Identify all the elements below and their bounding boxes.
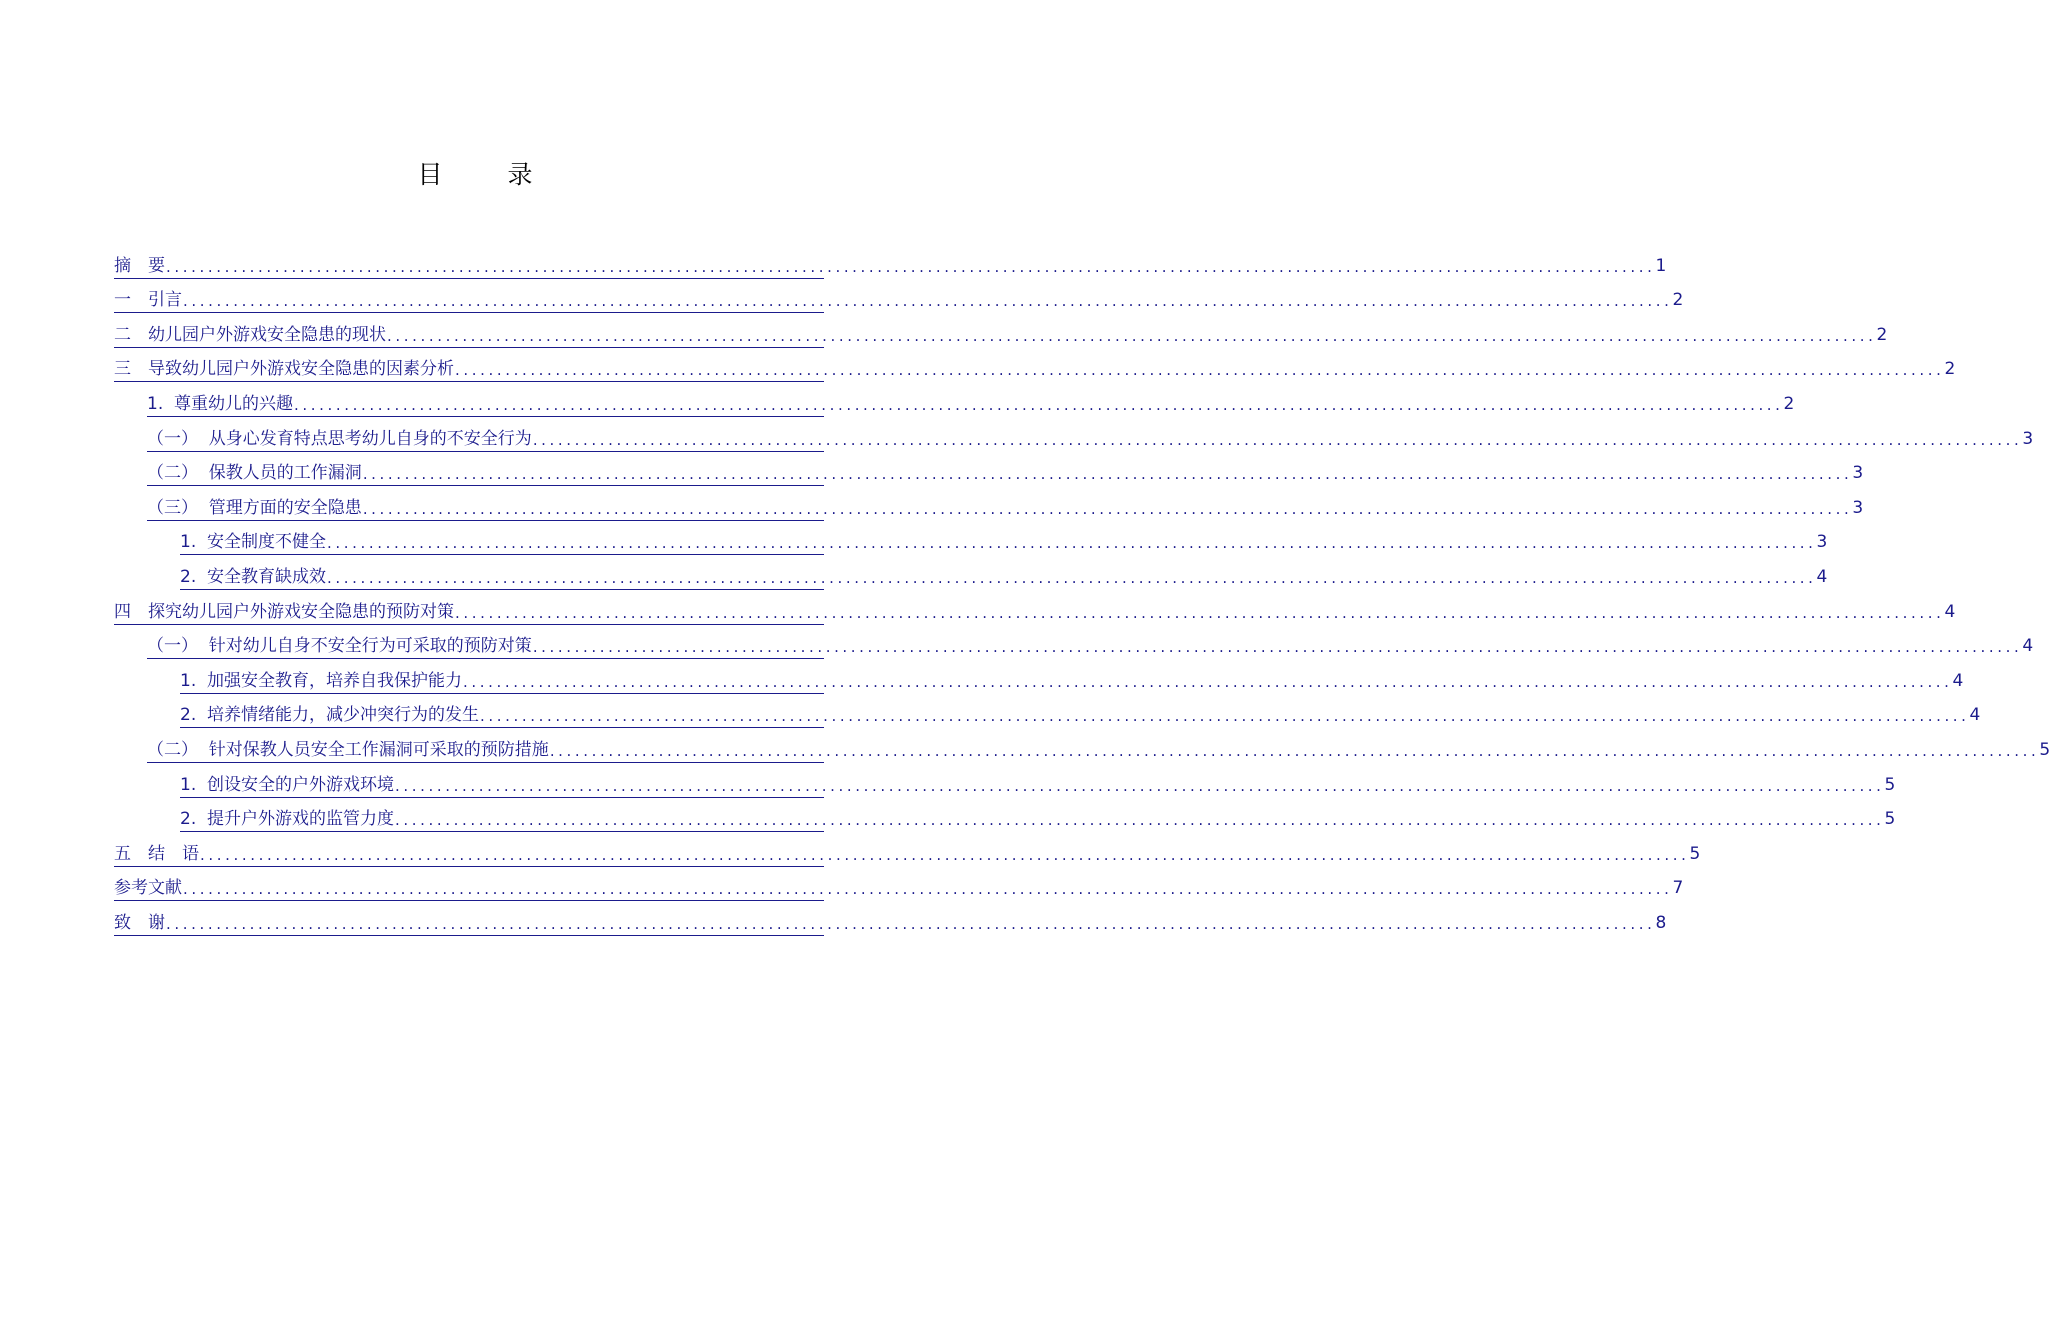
toc-entry[interactable]: [114, 625, 2034, 660]
toc-page-number: 3: [1852, 497, 1864, 518]
toc-page-number: 4: [1944, 601, 1956, 622]
toc-page-number: 7: [1672, 878, 1684, 899]
toc-entry[interactable]: [114, 279, 1684, 314]
toc-page-number: 8: [1655, 912, 1667, 933]
toc-leader-dots: ..................................................................................................................................................................................: [455, 361, 1945, 380]
toc-entry-label: 摘 要: [114, 255, 165, 276]
toc-entry[interactable]: [114, 244, 1667, 279]
toc-page-number: 5: [1689, 843, 1701, 864]
toc-leader-dots: ..................................................................................................................................................................................: [532, 430, 2023, 449]
toc-page-number: 4: [1952, 670, 1964, 691]
toc-leader-dots: ..................................................................................................................................................................................: [327, 534, 1817, 553]
toc-entry-label: （二） 保教人员的工作漏洞: [147, 463, 362, 484]
toc-leader-dots: ..................................................................................................................................................................................: [362, 465, 1853, 484]
toc-leader-dots: ..................................................................................................................................................................................: [294, 395, 1784, 414]
toc-entry-label: 一 引言: [114, 290, 182, 311]
toc-leader-dots: ..................................................................................................................................................................................: [362, 499, 1853, 518]
toc-leader-dots: ..................................................................................................................................................................................: [480, 707, 1970, 726]
toc-page-number: 4: [1969, 705, 1981, 726]
toc-page-number: 5: [1884, 774, 1896, 795]
toc-entry-label: 三 导致幼儿园户外游戏安全隐患的因素分析: [114, 359, 454, 380]
toc-entry-label: 1. 安全制度不健全: [180, 532, 327, 553]
toc-leader-dots: ..................................................................................................................................................................................: [455, 603, 1945, 622]
toc-leader-dots: ..................................................................................................................................................................................: [200, 845, 1690, 864]
toc-entry-label: 参考文献: [114, 878, 182, 899]
toc-entry[interactable]: [114, 867, 1684, 902]
toc-entry[interactable]: [114, 763, 1896, 798]
toc-entry-label: 2. 提升户外游戏的监管力度: [180, 809, 395, 830]
toc-leader-dots: ..................................................................................................................................................................................: [183, 292, 1673, 311]
toc-page-number: 3: [1852, 463, 1864, 484]
toc-entry-label: （一） 从身心发育特点思考幼儿自身的不安全行为: [147, 428, 532, 449]
toc-page-number: 1: [1655, 255, 1667, 276]
toc-entry[interactable]: [114, 832, 1701, 867]
toc-page-number: 2: [1944, 359, 1956, 380]
toc-entry-label: 四 探究幼儿园户外游戏安全隐患的预防对策: [114, 601, 454, 622]
toc-leader-dots: ..................................................................................................................................................................................: [166, 257, 1656, 276]
toc-entry[interactable]: [114, 382, 1795, 417]
toc-page-number: 2: [1672, 290, 1684, 311]
toc-page-number: 4: [1816, 566, 1828, 587]
toc-page-number: 4: [2022, 636, 2034, 657]
toc-entry[interactable]: [114, 659, 1964, 694]
toc-entry-label: 1. 尊重幼儿的兴趣: [147, 393, 294, 414]
toc-entry[interactable]: [114, 348, 1956, 383]
toc-entry[interactable]: [114, 901, 1667, 936]
toc-page-number: 5: [2039, 739, 2050, 760]
toc-leader-dots: ..................................................................................................................................................................................: [183, 880, 1673, 899]
toc-leader-dots: ..................................................................................................................................................................................: [395, 811, 1885, 830]
toc-entry-label: 致 谢: [114, 912, 165, 933]
toc-entry-label: 1. 创设安全的户外游戏环境: [180, 774, 395, 795]
toc-leader-dots: ..................................................................................................................................................................................: [395, 776, 1885, 795]
toc-entry-label: （三） 管理方面的安全隐患: [147, 497, 362, 518]
toc-leader-dots: ..................................................................................................................................................................................: [387, 326, 1877, 345]
toc-entry-label: （二） 针对保教人员安全工作漏洞可采取的预防措施: [147, 739, 549, 760]
toc-entry-label: （一） 针对幼儿自身不安全行为可采取的预防对策: [147, 636, 532, 657]
toc-entry[interactable]: [114, 694, 1981, 729]
toc-entry-label: 2. 安全教育缺成效: [180, 566, 327, 587]
toc-entry[interactable]: [114, 590, 1956, 625]
toc-entry[interactable]: [114, 417, 2034, 452]
toc-entry[interactable]: [114, 728, 2050, 763]
toc-leader-dots: ..................................................................................................................................................................................: [166, 914, 1656, 933]
toc-page-number: 3: [1816, 532, 1828, 553]
toc-entry[interactable]: [114, 798, 1896, 833]
toc-entry[interactable]: [114, 313, 1888, 348]
toc-entry-label: 二 幼儿园户外游戏安全隐患的现状: [114, 324, 386, 345]
toc-entry[interactable]: [114, 486, 1864, 521]
toc-entry-label: 1. 加强安全教育，培养自我保护能力: [180, 670, 463, 691]
toc-page-number: 2: [1783, 393, 1795, 414]
toc-page-number: 2: [1876, 324, 1888, 345]
toc-entry[interactable]: [114, 521, 1828, 556]
toc-leader-dots: ..................................................................................................................................................................................: [463, 672, 1953, 691]
table-of-contents: [114, 244, 2050, 936]
page-title: 目 录: [417, 160, 553, 189]
toc-leader-dots: ..................................................................................................................................................................................: [327, 568, 1817, 587]
toc-page-number: 3: [2022, 428, 2034, 449]
toc-leader-dots: ..................................................................................................................................................................................: [549, 741, 2040, 760]
toc-entry[interactable]: [114, 452, 1864, 487]
toc-entry-label: 2. 培养情绪能力，减少冲突行为的发生: [180, 705, 480, 726]
toc-leader-dots: ..................................................................................................................................................................................: [532, 638, 2023, 657]
toc-entry-label: 五 结 语: [114, 843, 199, 864]
toc-entry[interactable]: [114, 555, 1828, 590]
toc-page-number: 5: [1884, 809, 1896, 830]
